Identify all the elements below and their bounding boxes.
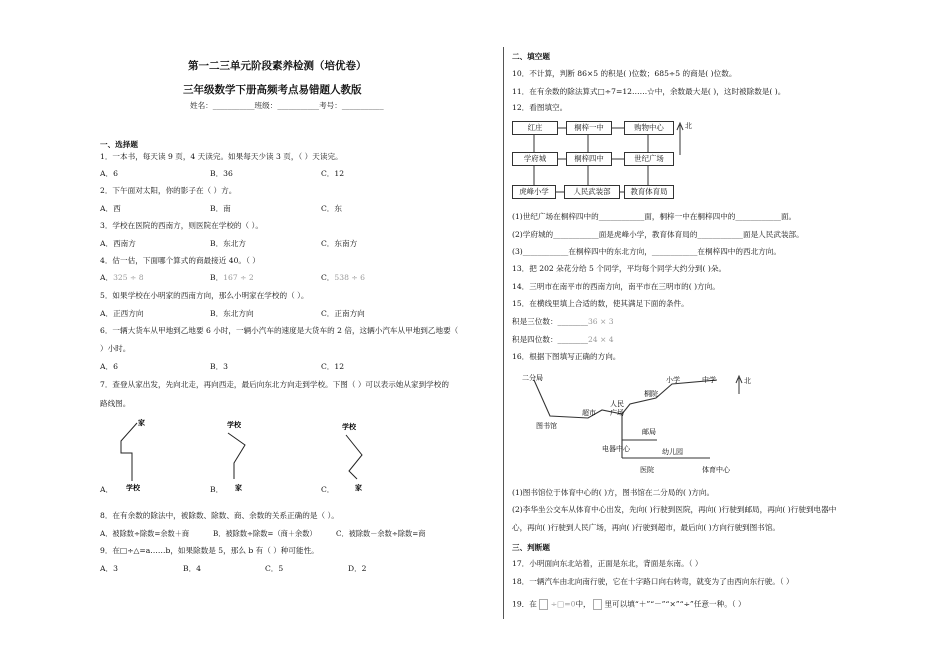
student-info-line: 姓名：___________班级：___________考号：___________: [190, 101, 384, 110]
q5-option-c: C．正南方向: [321, 309, 365, 318]
route-label-primary-school: 小学: [666, 376, 680, 384]
q3-option-b: B．东北方: [210, 239, 246, 248]
q7a-home-label: 家: [138, 419, 145, 427]
route-label-supermarket: 超市: [582, 409, 596, 417]
question-15: 15．在横线里填上合适的数，使其满足下面的条件。: [512, 299, 689, 308]
question-16-1: (1)图书馆位于体育中心的( )方，图书馆在二分局的( )方向。: [512, 488, 715, 497]
question-14: 14．三明市在南平市的西南方向，南平市在三明市的( )方向。: [512, 282, 720, 291]
q7c-school-label: 学校: [342, 423, 356, 431]
question-16-3: 心，再向( )行驶到人民广场，再向( )行驶到超市，最后向( )方向行驶到图书馆。: [512, 523, 781, 532]
q19-blank-box-2: [593, 599, 602, 610]
q12-north-label: 北: [685, 122, 692, 130]
column-divider: [503, 47, 504, 619]
route-label-square: 广场: [610, 409, 624, 417]
q2-option-b: B．南: [210, 204, 231, 213]
question-12-2: (2)学府城的____________面是虎峰小学，教育体育局的____________面是人民武装部。: [512, 230, 804, 239]
route-label-second-branch: 二分局: [522, 374, 543, 382]
section-heading-choice: 一、选择题: [100, 140, 138, 149]
route-label-sports-center: 体育中心: [702, 466, 730, 474]
question-9: 9．在□÷△=a……b，如果除数是 5，那么 b 有（ ）种可能性。: [100, 546, 319, 555]
question-6: 6．一辆大货车从甲地到乙地要 6 小时，一辆小汽车的速度是大货车的 2 倍，这辆小汽车从甲地到乙地要（: [100, 326, 459, 335]
route-label-peoples: 人民: [610, 400, 624, 408]
q7-option-b: B．: [210, 485, 224, 494]
page-subtitle: 三年级数学下册高频考点易错题人教版: [183, 84, 362, 96]
q4-option-c: C．538 ÷ 6: [321, 273, 365, 282]
map-cell-tongzi-no4: 桐梓四中: [566, 152, 612, 166]
question-4: 4．估一估，下面哪个算式的商最接近 40。（ ）: [100, 256, 260, 265]
q9-option-a: A．3: [100, 564, 118, 573]
q1-option-b: B．36: [210, 169, 233, 178]
question-10: 10．不计算，判断 86×5 的积是( )位数；685÷5 的商是( )位数。: [512, 69, 737, 78]
map-cell-hongzhuang: 红庄: [512, 121, 558, 135]
question-7-cont: 路线图。: [100, 399, 131, 408]
question-7: 7．查登从家出发，先向北走，再向西走，最后向东北方向走到学校。下图（ ）可以表示她从家到学校的: [100, 380, 449, 389]
q3-option-c: C．东南方: [321, 239, 358, 248]
route-label-tongyuan: 桐院: [644, 390, 658, 398]
q1-option-c: C．12: [321, 169, 345, 178]
q7c-home-label: 家: [355, 484, 362, 492]
q8-option-a: A．被除数÷除数=余数＋商: [100, 529, 190, 538]
q5-option-a: A．正西方向: [100, 309, 144, 318]
route-label-hospital: 医院: [640, 466, 654, 474]
q6-option-b: B．3: [210, 362, 229, 371]
route-label-middle-school: 中学: [702, 376, 716, 384]
q8-option-b: B．被除数÷除数=（商＋余数）: [213, 529, 317, 538]
route-label-electronics-center: 电器中心: [602, 445, 630, 453]
page-title: 第一二三单元阶段素养检测（培优卷）: [188, 60, 367, 72]
q9-option-c: C．5: [265, 564, 284, 573]
map-cell-hufeng-primary: 虎峰小学: [512, 185, 556, 199]
route-label-post-office: 邮局: [642, 428, 656, 436]
map-cell-century-square: 世纪广场: [624, 152, 674, 166]
q8-option-c: C．被除数－余数÷除数=商: [336, 529, 426, 538]
question-12-1: (1)世纪广场在桐梓四中的____________面，桐梓一中在桐梓四中的____________面。: [512, 212, 797, 221]
q16-north-label: 北: [744, 377, 751, 385]
q16-route-map: [512, 368, 762, 480]
section-heading-fill: 二、填空题: [512, 52, 550, 61]
q4-option-b: B．167 ÷ 2: [210, 273, 254, 282]
q2-option-a: A．西: [100, 204, 121, 213]
route-label-library: 图书馆: [536, 422, 557, 430]
question-12: 12．看图填空。: [512, 103, 568, 112]
question-16: 16．根据下图填写正确的方向。: [512, 352, 621, 361]
q12-map: [512, 117, 702, 203]
question-6-cont: ）小时。: [100, 344, 131, 353]
q7a-school-label: 学校: [126, 484, 140, 492]
question-3: 3．学校在医院的西南方，则医院在学校的（ ）。: [100, 221, 263, 230]
q7-route-figure-a: [112, 413, 182, 493]
section-heading-judge: 三、判断题: [512, 543, 550, 552]
q7-option-c: C．: [321, 485, 335, 494]
map-cell-education-sports-bureau: 教育体育局: [624, 185, 674, 199]
map-cell-xuefucheng: 学府城: [512, 152, 558, 166]
question-16-2: (2)李华坐公交车从体育中心出发，先向( )行驶到医院，再向( )行驶到邮局，再向( )行驶到电器中: [512, 505, 837, 514]
q1-option-a: A．6: [100, 169, 118, 178]
map-cell-peoples-armed-dept: 人民武装部: [564, 185, 620, 199]
question-19: 19．在 ÷□=0中， 里可以填“＋”“－”“×”“÷”任意一种。（ ）: [512, 599, 746, 609]
question-15-b: 积是四位数：________24 × 4: [512, 335, 614, 344]
question-8: 8．在有余数的除法中，被除数、除数、商、余数的关系正确的是（ ）。: [100, 511, 339, 520]
question-13: 13．把 202 朵花分给 5 个同学，平均每个同学大约分到( )朵。: [512, 264, 727, 273]
question-17: 17．小明面向东北站着，正面是东北，背面是东南。（ ）: [512, 559, 703, 568]
q3-option-a: A．西南方: [100, 239, 136, 248]
question-2: 2．下午面对太阳，你的影子在（ ）方。: [100, 186, 237, 195]
q7-route-figure-c: [330, 413, 400, 493]
q19-blank-box: [539, 599, 548, 610]
question-15-a: 积是三位数：________36 × 3: [512, 317, 614, 326]
question-18: 18．一辆汽车由北向南行驶，它在十字路口向右转弯，就变为了由西向东行驶。（ ）: [512, 577, 794, 586]
q7b-school-label: 学校: [227, 421, 241, 429]
map-cell-shopping-center: 购物中心: [624, 121, 674, 135]
q6-option-a: A．6: [100, 362, 118, 371]
question-11: 11．在有余数的除法算式□÷7=12……☆中，余数最大是( )，这时被除数是( )。: [512, 87, 786, 96]
route-label-kindergarten: 幼儿园: [662, 448, 683, 456]
question-1: 1．一本书，每天读 9 页，4 天读完。如果每天少读 3 页，（ ）天读完。: [100, 152, 343, 161]
q2-option-c: C．东: [321, 204, 342, 213]
q9-option-b: B．4: [183, 564, 202, 573]
q7-route-figure-b: [222, 413, 292, 493]
q7b-home-label: 家: [235, 484, 242, 492]
q7-option-a: A．: [100, 485, 114, 494]
question-5: 5．如果学校在小明家的西南方向，那么小明家在学校的（ ）。: [100, 291, 309, 300]
q4-option-a: A．325 ÷ 8: [100, 273, 144, 282]
map-cell-tongzi-no1: 桐梓一中: [566, 121, 612, 135]
q9-option-d: D．2: [348, 564, 367, 573]
q6-option-c: C．12: [321, 362, 345, 371]
question-12-3: (3)____________在桐梓四中的东北方向，____________在桐梓四中的西北方向。: [512, 247, 781, 256]
q5-option-b: B．东北方向: [210, 309, 254, 318]
